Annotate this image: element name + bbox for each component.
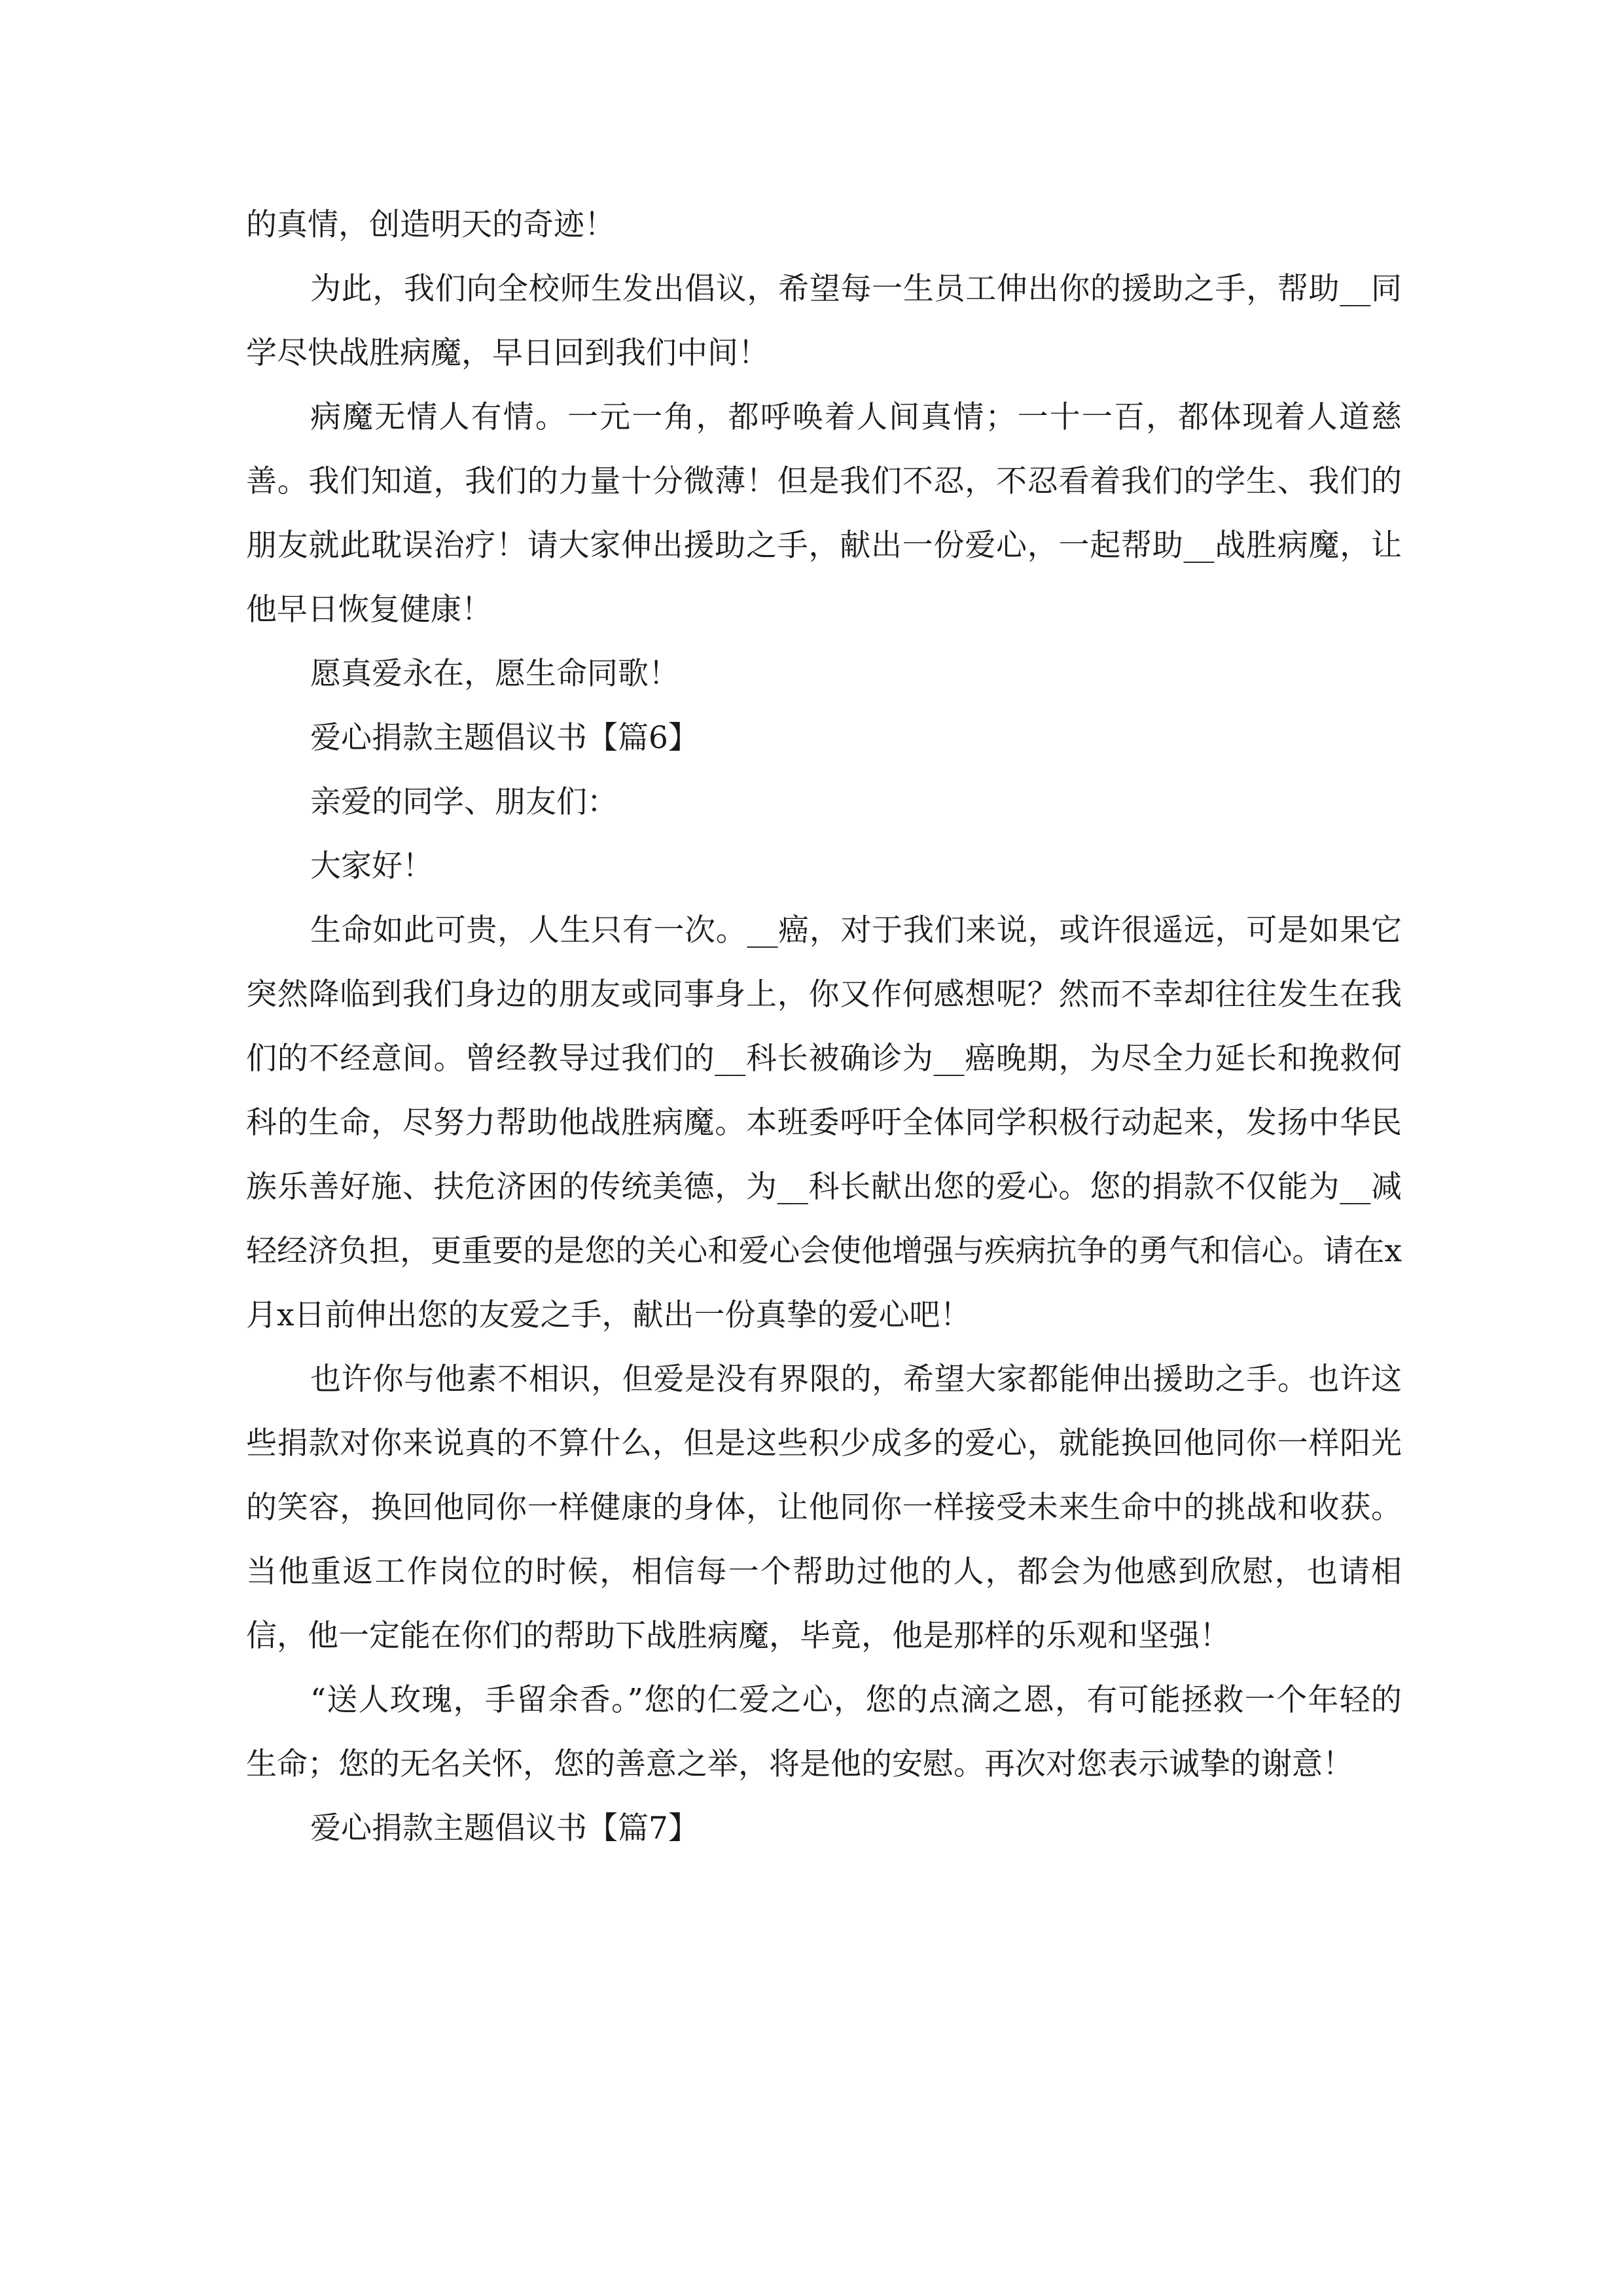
paragraph-initiative: 为此，我们向全校师生发出倡议，希望每一生员工伸出你的援助之手，帮助__同学尽快战胜病魔，早日回到我们中间！ <box>246 271 1402 371</box>
paragraph-continuation: 的真情，创造明天的奇迹！ <box>246 207 615 243</box>
paragraph-encouragement: 也许你与他素不相识，但爱是没有界限的，希望大家都能伸出援助之手。也许这些捐款对你来说真的不算什么，但是这些积少成多的爱心，就能换回他同你一样阳光的笑容，换回他同你一样健康的身体，让他同你一样接受未来生命中的挑战和收获。当他重返工作岗位的时候，相信每一个帮助过他的人，都会为他感到欣慰，也请相信，他一定能在你们的帮助下战胜病魔，毕竟，他是那样的乐观和坚强！ <box>246 1361 1402 1654</box>
paragraph-wish: 愿真爱永在，愿生命同歌！ <box>310 656 679 692</box>
section-heading-7: 爱心捐款主题倡议书【篇7】 <box>310 1810 699 1846</box>
paragraph-appeal: 病魔无情人有情。一元一角，都呼唤着人间真情；一十一百，都体现着人道慈善。我们知道，我们的力量十分微薄！但是我们不忍，不忍看着我们的学生、我们的朋友就此耽误治疗！请大家伸出援助之手，献出一份爱心，一起帮助__战胜病魔，让他早日恢复健康！ <box>246 399 1402 628</box>
section-heading-6: 爱心捐款主题倡议书【篇6】 <box>310 720 699 756</box>
paragraph-thanks: “送人玫瑰，手留余香。”您的仁爱之心，您的点滴之恩，有可能拯救一个年轻的生命；您的无名关怀，您的善意之举，将是他的安慰。再次对您表示诚挚的谢意！ <box>246 1682 1402 1782</box>
salutation: 亲爱的同学、朋友们： <box>310 784 618 820</box>
paragraph-main-appeal: 生命如此可贵，人生只有一次。__癌，对于我们来说，或许很遥远，可是如果它突然降临到我们身边的朋友或同事身上，你又作何感想呢？然而不幸却往往发生在我们的不经意间。曾经教导过我们的__科长被确诊为__癌晚期，为尽全力延长和挽救何科的生命，尽努力帮助他战胜病魔。本班委呼吁全体同学积极行动起来，发扬中华民族乐善好施、扶危济困的传统美德，为__科长献出您的爱心。您的捐款不仅能为__减轻经济负担，更重要的是您的关心和爱心会使他增强与疾病抗争的勇气和信心。请在x月x日前伸出您的友爱之手，献出一份真挚的爱心吧！ <box>246 912 1402 1333</box>
document-body <box>246 193 1402 1861</box>
greeting: 大家好！ <box>310 848 433 884</box>
